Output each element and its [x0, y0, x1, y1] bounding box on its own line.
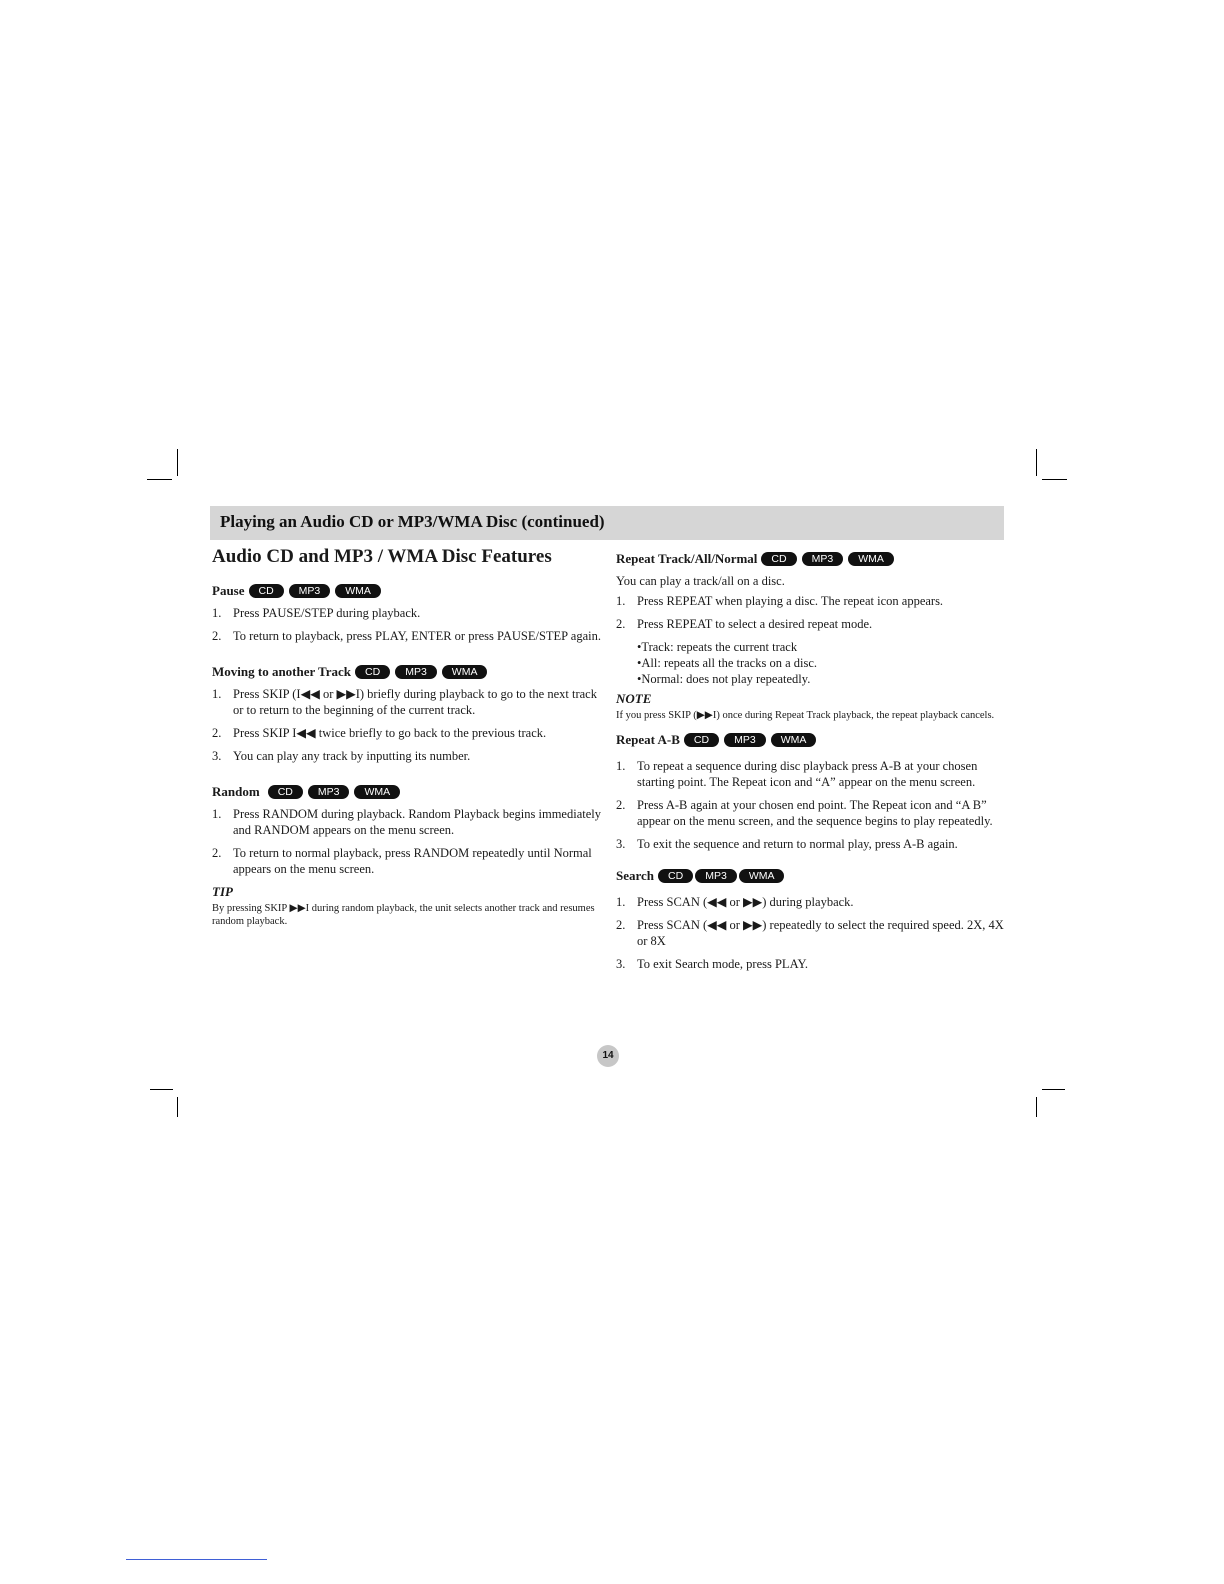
step-text: To repeat a sequence during disc playback press A-B at your chosen starting point. The Repeat icon and “A” appear on the menu screen.	[637, 759, 978, 789]
crop-mark	[1042, 1089, 1065, 1090]
wma-badge: WMA	[335, 584, 381, 598]
left-column	[212, 545, 604, 928]
mp3-badge: MP3	[289, 584, 331, 598]
moving-section	[212, 662, 604, 764]
random-heading	[212, 782, 604, 802]
disc-badges	[355, 665, 492, 679]
wma-badge: WMA	[848, 552, 894, 566]
step-number: 2.	[212, 846, 222, 860]
crop-mark	[147, 479, 172, 480]
repeat-ab-section	[616, 730, 1008, 852]
mp3-badge: MP3	[724, 733, 766, 747]
step-number: 1.	[212, 807, 222, 821]
repeat-ab-steps	[616, 758, 1008, 852]
step-text: Press SCAN (◀◀ or ▶▶) during playback.	[637, 895, 854, 909]
note-label: NOTE	[616, 691, 652, 706]
page-number: 14	[597, 1045, 619, 1067]
search-heading	[616, 866, 1008, 886]
cd-badge: CD	[249, 584, 284, 598]
step-text: Press REPEAT when playing a disc. The repeat icon appears.	[637, 594, 944, 608]
step-number: 1.	[212, 687, 222, 701]
tip-text: By pressing SKIP ▶▶I during random playback, the unit selects another track and resumes random playback.	[212, 903, 595, 927]
step-text: Press PAUSE/STEP during playback.	[233, 606, 421, 620]
list-item: • Track: repeats the current track	[637, 639, 1008, 655]
disc-badges	[684, 733, 821, 747]
list-item	[212, 806, 604, 838]
right-column	[616, 545, 1008, 979]
wma-badge: WMA	[739, 869, 785, 883]
list-item	[616, 758, 1008, 790]
step-number: 1.	[616, 759, 626, 773]
crop-mark	[1036, 1097, 1037, 1117]
moving-steps	[212, 686, 604, 764]
repeat-heading	[616, 549, 1008, 569]
cd-badge: CD	[268, 785, 303, 799]
cd-badge: CD	[761, 552, 796, 566]
step-text: Press SKIP (I◀◀ or ▶▶I) briefly during playback to go to the next track or to return to the beginning of the current track.	[233, 687, 597, 717]
step-text: Press SKIP I◀◀ twice briefly to go back to the previous track.	[233, 726, 547, 740]
list-item	[212, 605, 604, 621]
list-item	[616, 797, 1008, 829]
moving-heading	[212, 662, 604, 682]
step-text: Press REPEAT to select a desired repeat mode.	[637, 617, 873, 631]
step-number: 3.	[616, 957, 626, 971]
crop-mark	[1042, 479, 1067, 480]
repeat-steps	[616, 593, 1008, 632]
disc-badges	[268, 785, 405, 799]
list-item	[212, 686, 604, 718]
list-item	[616, 593, 1008, 609]
list-item	[616, 956, 1008, 972]
repeat-title: Repeat Track/All/Normal	[616, 551, 758, 566]
step-number: 2.	[616, 798, 626, 812]
list-item	[616, 616, 1008, 632]
step-number: 1.	[616, 594, 626, 608]
step-text: To return to playback, press PLAY, ENTER or press PAUSE/STEP again.	[233, 629, 601, 643]
search-steps	[616, 894, 1008, 972]
repeat-ab-title: Repeat A-B	[616, 732, 680, 747]
footer-rule	[126, 1559, 267, 1560]
step-text: To exit Search mode, press PLAY.	[637, 957, 808, 971]
disc-badges	[761, 552, 898, 566]
banner-title: Playing an Audio CD or MP3/WMA Disc (continued)	[220, 512, 605, 531]
wma-badge: WMA	[771, 733, 817, 747]
pause-steps	[212, 605, 604, 644]
cd-badge: CD	[355, 665, 390, 679]
crop-mark	[177, 449, 178, 476]
list-item	[212, 725, 604, 741]
step-text: To return to normal playback, press RANDOM repeatedly until Normal appears on the menu screen.	[233, 846, 592, 876]
wma-badge: WMA	[442, 665, 488, 679]
crop-mark	[177, 1097, 178, 1117]
mp3-badge: MP3	[308, 785, 350, 799]
step-number: 3.	[616, 837, 626, 851]
crop-mark	[1036, 449, 1037, 476]
repeat-intro: You can play a track/all on a disc.	[616, 574, 785, 588]
step-number: 2.	[616, 617, 626, 631]
list-item	[616, 836, 1008, 852]
note-text: If you press SKIP (▶▶I) once during Repeat Track playback, the repeat playback cancels.	[616, 710, 995, 721]
mp3-badge: MP3	[695, 869, 737, 883]
cd-badge: CD	[658, 869, 693, 883]
cd-badge: CD	[684, 733, 719, 747]
step-number: 2.	[212, 726, 222, 740]
list-item	[212, 628, 604, 644]
step-number: 2.	[212, 629, 222, 643]
random-section	[212, 782, 604, 928]
mp3-badge: MP3	[802, 552, 844, 566]
pause-title: Pause	[212, 583, 245, 598]
step-number: 1.	[212, 606, 222, 620]
step-text: Press SCAN (◀◀ or ▶▶) repeatedly to select the required speed. 2X, 4X or 8X	[637, 918, 1004, 948]
search-title: Search	[616, 868, 655, 883]
pause-heading	[212, 581, 604, 601]
list-item: • All: repeats all the tracks on a disc.	[637, 655, 1008, 671]
list-item	[212, 845, 604, 877]
wma-badge: WMA	[354, 785, 400, 799]
random-title: Random	[212, 784, 260, 799]
disc-badges	[249, 584, 386, 598]
step-text: Press RANDOM during playback. Random Playback begins immediately and RANDOM appears on the menu screen.	[233, 807, 601, 837]
step-text: You can play any track by inputting its number.	[233, 749, 471, 763]
step-number: 3.	[212, 749, 222, 763]
section-banner	[210, 506, 1004, 540]
tip-label: TIP	[212, 884, 233, 899]
moving-title: Moving to another Track	[212, 664, 352, 679]
list-item	[616, 917, 1008, 949]
mp3-badge: MP3	[395, 665, 437, 679]
random-steps	[212, 806, 604, 877]
repeat-section	[616, 549, 1008, 722]
section-title: Audio CD and MP3 / WMA Disc Features	[212, 546, 552, 567]
disc-badges	[658, 869, 789, 883]
step-text: To exit the sequence and return to normal play, press A-B again.	[637, 837, 958, 851]
step-number: 2.	[616, 918, 626, 932]
search-section	[616, 866, 1008, 972]
pause-section	[212, 581, 604, 644]
list-item	[212, 748, 604, 764]
list-item	[616, 894, 1008, 910]
crop-mark	[150, 1089, 173, 1090]
step-text: Press A-B again at your chosen end point. The Repeat icon and “A B” appear on the menu screen, and the sequence begins to play repeatedly.	[637, 798, 993, 828]
step-number: 1.	[616, 895, 626, 909]
list-item: • Normal: does not play repeatedly.	[637, 671, 1008, 687]
repeat-modes	[616, 639, 1008, 687]
repeat-ab-heading	[616, 730, 1008, 750]
